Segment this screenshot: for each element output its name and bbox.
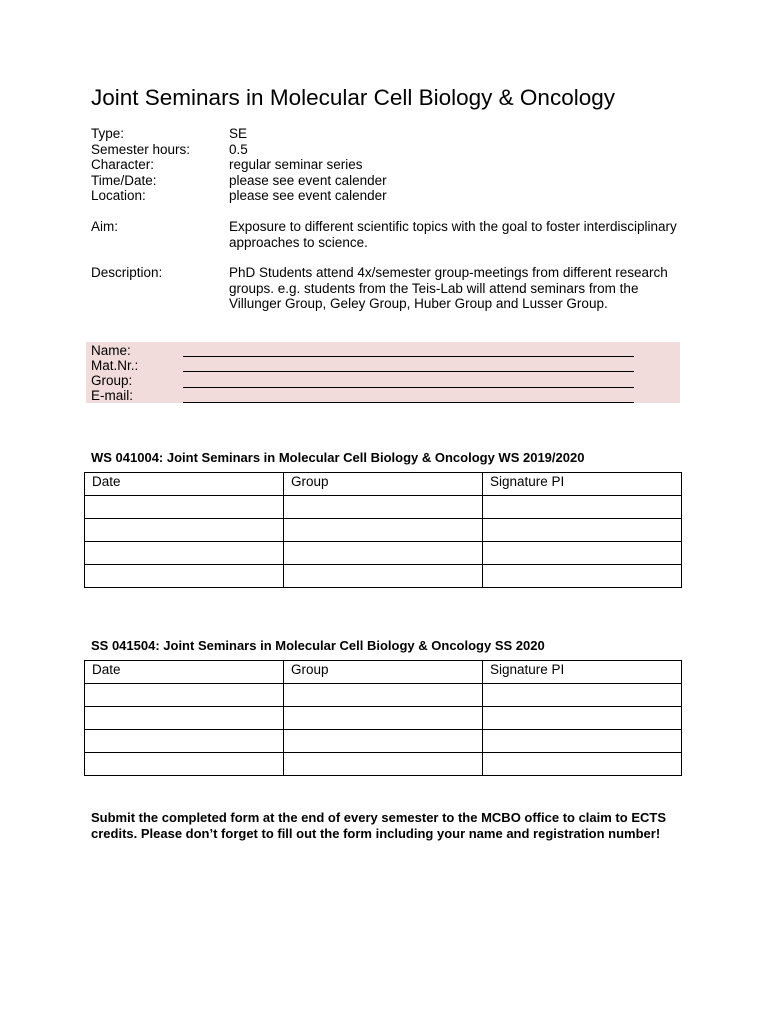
signature-cell[interactable] [483, 753, 682, 776]
date-cell[interactable] [85, 542, 284, 565]
info-value: SE [229, 126, 248, 141]
aim-label: Aim: [91, 219, 118, 234]
info-value: regular seminar series [229, 157, 363, 172]
date-cell[interactable] [85, 707, 284, 730]
info-label: Character: [91, 157, 155, 172]
group-column-header: Group [284, 473, 483, 496]
ws-section-heading: WS 041004: Joint Seminars in Molecular Cell Biology & Oncology WS 2019/2020 [91, 450, 585, 465]
date-cell[interactable] [85, 519, 284, 542]
signature-cell[interactable] [483, 519, 682, 542]
table-row [85, 565, 682, 588]
page-title: Joint Seminars in Molecular Cell Biology & Oncology [91, 85, 615, 110]
table-header-row [85, 661, 682, 684]
table-row [85, 753, 682, 776]
mat-nr-field[interactable] [183, 359, 634, 372]
table-row [85, 730, 682, 753]
name-field[interactable] [183, 344, 634, 357]
ss-section-heading: SS 041504: Joint Seminars in Molecular Cell Biology & Oncology SS 2020 [91, 638, 545, 653]
table-row [85, 684, 682, 707]
group-cell[interactable] [284, 496, 483, 519]
info-value: please see event calender [229, 173, 387, 188]
info-label: Semester hours: [91, 142, 191, 157]
date-cell[interactable] [85, 753, 284, 776]
table-row [85, 519, 682, 542]
signature-cell[interactable] [483, 707, 682, 730]
signature-cell[interactable] [483, 565, 682, 588]
description-text: PhD Students attend 4x/semester group-meetings from different research groups. e.g. students from the Teis-Lab will attend seminars from the Villunger Group, Geley Group, Huber Group and Lusser Group. [229, 265, 668, 311]
table-row [85, 542, 682, 565]
date-cell[interactable] [85, 565, 284, 588]
signature-cell[interactable] [483, 542, 682, 565]
group-field[interactable] [183, 375, 634, 388]
signature-column-header: Signature PI [483, 661, 682, 684]
description-label: Description: [91, 265, 163, 280]
signature-column-header: Signature PI [483, 473, 682, 496]
group-label: Group: [91, 373, 133, 388]
email-field[interactable] [183, 390, 634, 403]
table-row [85, 707, 682, 730]
submission-instructions: Submit the completed form at the end of every semester to the MCBO office to claim to ECTS credits. Please don’t forget to fill out the form including your name and registration number! [91, 810, 666, 841]
group-cell[interactable] [284, 753, 483, 776]
group-cell[interactable] [284, 542, 483, 565]
aim-text: Exposure to different scientific topics with the goal to foster interdisciplinary approaches to science. [229, 219, 677, 250]
ss-signature-table [84, 660, 682, 776]
table-row [85, 496, 682, 519]
group-column-header: Group [284, 661, 483, 684]
info-value: please see event calender [229, 188, 387, 203]
date-column-header: Date [85, 661, 284, 684]
name-label: Name: [91, 343, 131, 358]
group-cell[interactable] [284, 707, 483, 730]
group-cell[interactable] [284, 565, 483, 588]
group-cell[interactable] [284, 684, 483, 707]
signature-cell[interactable] [483, 684, 682, 707]
info-label: Time/Date: [91, 173, 157, 188]
info-label: Location: [91, 188, 146, 203]
info-value: 0.5 [229, 142, 248, 157]
signature-cell[interactable] [483, 496, 682, 519]
date-cell[interactable] [85, 496, 284, 519]
info-label: Type: [91, 126, 125, 141]
email-label: E-mail: [91, 388, 134, 403]
table-header-row [85, 473, 682, 496]
group-cell[interactable] [284, 730, 483, 753]
ws-signature-table [84, 472, 682, 588]
signature-cell[interactable] [483, 730, 682, 753]
mat-nr-label: Mat.Nr.: [91, 358, 139, 373]
student-details-box [86, 342, 680, 403]
date-column-header: Date [85, 473, 284, 496]
date-cell[interactable] [85, 730, 284, 753]
date-cell[interactable] [85, 684, 284, 707]
group-cell[interactable] [284, 519, 483, 542]
